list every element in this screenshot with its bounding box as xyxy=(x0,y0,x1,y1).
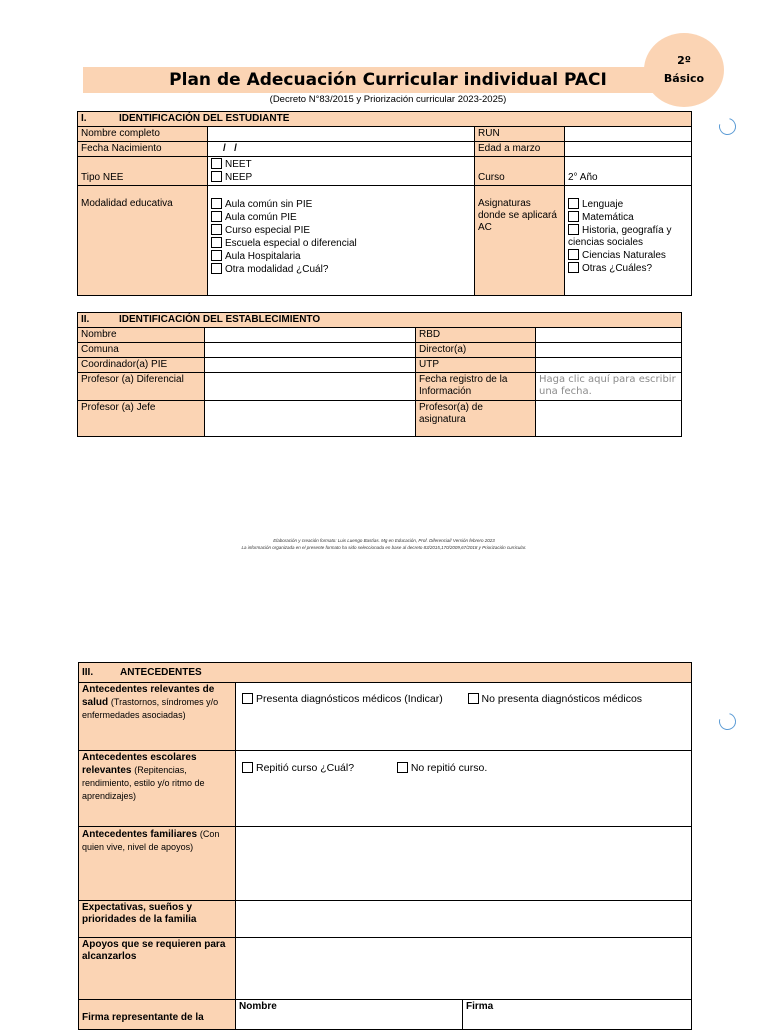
coordinador-label: Coordinador(a) PIE xyxy=(78,358,205,373)
apoyos-label: Apoyos que se requieren para alcanzarlos xyxy=(79,938,236,1000)
salud-label: Antecedentes relevantes de salud (Trastornos, síndromes y/o enfermedades asociadas) xyxy=(79,683,236,751)
comuna-field[interactable] xyxy=(205,343,416,358)
modalidad-option[interactable]: Curso especial PIE xyxy=(211,224,471,237)
asignatura-wrap-text: ciencias sociales xyxy=(568,237,644,248)
edad-label: Edad a marzo xyxy=(475,142,565,157)
curso-value[interactable]: 2° Año xyxy=(565,157,692,186)
neet-checkbox[interactable] xyxy=(211,158,222,169)
student-identification-table xyxy=(77,111,692,296)
establecimiento-nombre-label: Nombre xyxy=(78,328,205,343)
section-header: I. IDENTIFICACIÓN DEL ESTUDIANTE xyxy=(78,112,692,127)
rbd-field[interactable] xyxy=(536,328,682,343)
rbd-label: RBD xyxy=(416,328,536,343)
apoyos-field[interactable] xyxy=(236,938,692,1000)
no-repitio-curso-option[interactable]: No repitió curso. xyxy=(397,762,487,774)
tipo-nee-label: Tipo NEE xyxy=(78,157,208,186)
document-subtitle: (Decreto N°83/2015 y Priorización curricular 2023-2025) xyxy=(269,94,507,105)
utp-label: UTP xyxy=(416,358,536,373)
fecha-nacimiento-label: Fecha Nacimiento xyxy=(78,142,208,157)
run-label: RUN xyxy=(475,127,565,142)
firma-column-label: Firma xyxy=(466,1001,494,1012)
document-title: Plan de Adecuación Curricular individual PACI xyxy=(83,67,693,93)
edad-field[interactable] xyxy=(565,142,692,157)
nombre-label: Nombre completo xyxy=(78,127,208,142)
familiares-label: Antecedentes familiares (Con quien vive, nivel de apoyos) xyxy=(79,827,236,901)
asignatura-option[interactable]: Otras ¿Cuáles? xyxy=(568,262,688,275)
profesor-asignatura-field[interactable] xyxy=(536,401,682,437)
director-label: Director(a) xyxy=(416,343,536,358)
asignatura-option[interactable]: Lenguaje xyxy=(568,198,688,211)
loading-circle-icon xyxy=(716,115,739,138)
nombre-field[interactable] xyxy=(208,127,475,142)
neep-option[interactable]: NEEP xyxy=(211,171,471,184)
grade-number: 2º xyxy=(677,54,691,67)
utp-field[interactable] xyxy=(536,358,682,373)
fecha-registro-date-picker[interactable]: Haga clic aquí para escribir una fecha. xyxy=(536,373,682,401)
fecha-nacimiento-field[interactable]: / / xyxy=(208,142,475,157)
footer-credit: Elaboración y creación formato: Luis Luengo Bastías. Mg en Educación, Prof. Diferencial/ Versión febrero 2023 xyxy=(273,538,495,543)
repitio-curso-option[interactable]: Repitió curso ¿Cuál? xyxy=(242,762,354,774)
modalidad-option[interactable]: Otra modalidad ¿Cuál? xyxy=(211,263,471,276)
neep-checkbox[interactable] xyxy=(211,171,222,182)
modalidad-option[interactable]: Escuela especial o diferencial xyxy=(211,237,471,250)
asignatura-option[interactable]: Ciencias Naturales xyxy=(568,249,688,262)
profesor-jefe-field[interactable] xyxy=(205,401,416,437)
section-header: III. ANTECEDENTES xyxy=(79,663,692,683)
grade-badge xyxy=(644,33,724,107)
asignatura-option[interactable]: Matemática xyxy=(568,211,688,224)
modalidad-option[interactable]: Aula común PIE xyxy=(211,211,471,224)
asignaturas-label: Asignaturas donde se aplicará AC xyxy=(475,186,565,296)
establecimiento-nombre-field[interactable] xyxy=(205,328,416,343)
school-identification-table xyxy=(77,312,682,437)
director-field[interactable] xyxy=(536,343,682,358)
expectativas-label: Expectativas, sueños y prioridades de la familia xyxy=(79,901,236,938)
escolares-field xyxy=(236,751,692,827)
tipo-nee-options xyxy=(208,157,475,186)
salud-field xyxy=(236,683,692,751)
no-presenta-diagnostico-option[interactable]: No presenta diagnósticos médicos xyxy=(468,693,643,705)
profesor-asignatura-label: Profesor(a) de asignatura xyxy=(416,401,536,437)
antecedentes-table xyxy=(78,662,692,1030)
comuna-label: Comuna xyxy=(78,343,205,358)
modalidad-label: Modalidad educativa xyxy=(78,186,208,296)
profesor-diferencial-label: Profesor (a) Diferencial xyxy=(78,373,205,401)
modalidad-option[interactable]: Aula común sin PIE xyxy=(211,198,471,211)
escolares-label: Antecedentes escolares relevantes (Repitencias, rendimiento, estilo y/o ritmo de aprendizajes) xyxy=(79,751,236,827)
asignatura-option[interactable]: Historia, geografía y xyxy=(568,224,688,237)
presenta-diagnostico-option[interactable]: Presenta diagnósticos médicos (Indicar) xyxy=(242,693,443,705)
firma-representante-label: Firma representante de la xyxy=(79,1000,236,1030)
asignaturas-options xyxy=(565,186,692,296)
profesor-jefe-label: Profesor (a) Jefe xyxy=(78,401,205,437)
coordinador-field[interactable] xyxy=(205,358,416,373)
firma-field[interactable] xyxy=(463,1000,692,1030)
footer-source: La información organizada en el presente formato ha sido seleccionada en base al decreto 83/2015,170/2009,67/2018 y Priorización curricular. xyxy=(241,545,527,550)
grade-level: Básico xyxy=(663,72,705,85)
curso-label: Curso xyxy=(475,157,565,186)
loading-circle-icon xyxy=(716,710,739,733)
modalidad-option[interactable]: Aula Hospitalaria xyxy=(211,250,471,263)
familiares-field[interactable] xyxy=(236,827,692,901)
fecha-registro-label: Fecha registro de la Información xyxy=(416,373,536,401)
expectativas-field[interactable] xyxy=(236,901,692,938)
nombre-column-label: Nombre xyxy=(239,1001,277,1012)
run-field[interactable] xyxy=(565,127,692,142)
neet-option[interactable]: NEET xyxy=(211,158,471,171)
modalidad-options xyxy=(208,186,475,296)
section-header: II. IDENTIFICACIÓN DEL ESTABLECIMIENTO xyxy=(78,313,682,328)
profesor-diferencial-field[interactable] xyxy=(205,373,416,401)
firma-nombre-field[interactable] xyxy=(236,1000,463,1030)
